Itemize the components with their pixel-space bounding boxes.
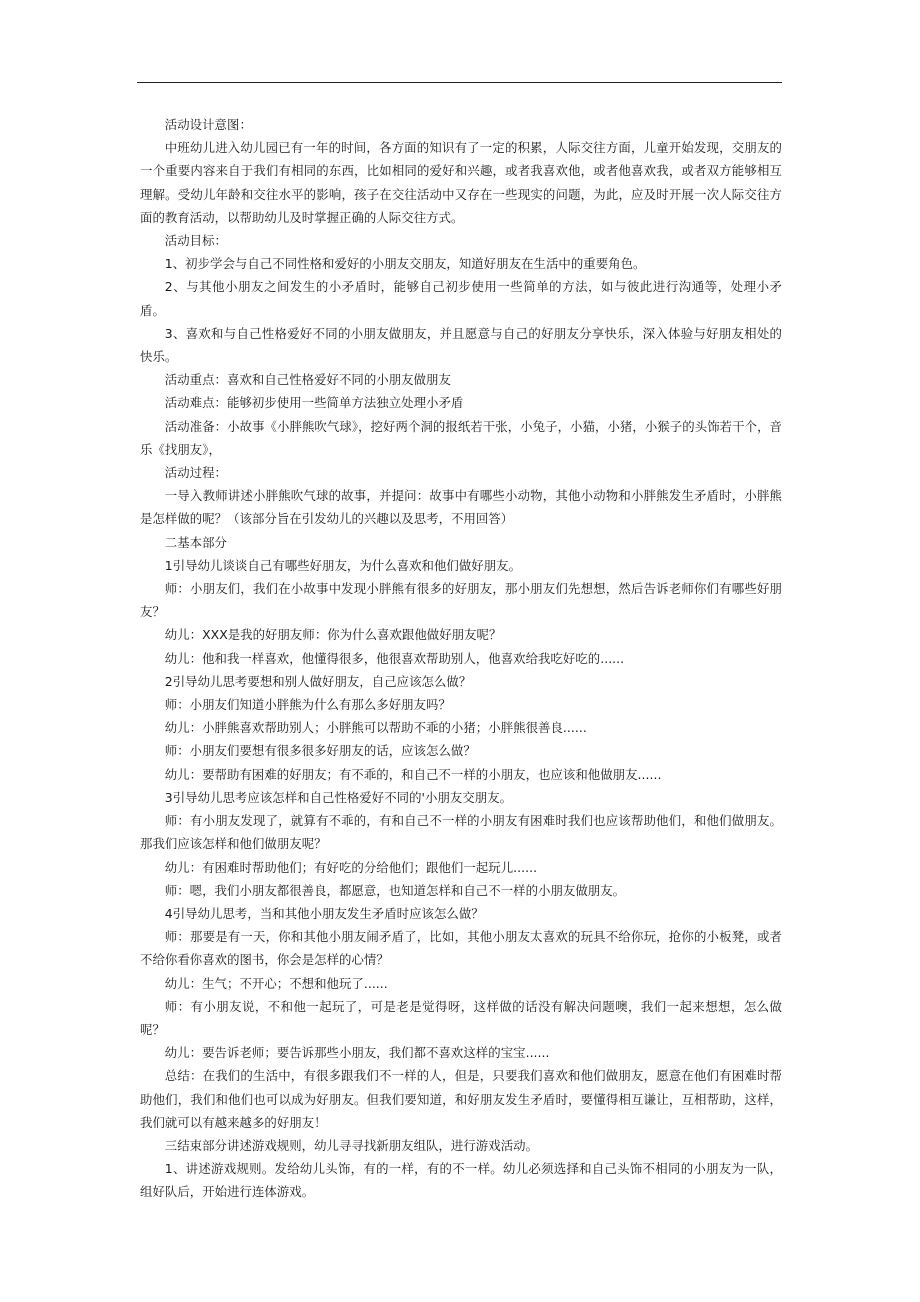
paragraph: 中班幼儿进入幼儿园已有一年的时间，各方面的知识有了一定的积累，人际交往方面，儿童开始发现，交朋友的一个重要内容来自于我们有相同的东西，比如相同的爱好和兴趣，或者我喜欢他，或者他喜欢我，或者双方能够相互理解。受幼儿年龄和交往水平的影响，孩子在交往活动中又存在一些现实的问题，为此，应及时开展一次人际交往方面的教育活动，以帮助幼儿及时掌握正确的人际交往方式。: [140, 140, 782, 225]
paragraph: 一导入教师讲述小胖熊吹气球的故事，并提问：故事中有哪些小动物，其他小动物和小胖熊发生矛盾时，小胖熊是怎样做的呢？（该部分旨在引发幼儿的兴趣以及思考，不用回答）: [140, 488, 782, 527]
paragraph: 总结：在我们的生活中，有很多跟我们不一样的人，但是，只要我们喜欢和他们做朋友，愿意在他们有困难时帮助他们，我们和他们也可以成为好朋友。但我们要知道，和好朋友发生矛盾时，要懂得相互谦让，互相帮助，这样，我们就可以有越来越多的好朋友！: [140, 1068, 782, 1130]
paragraph: 幼儿：要帮助有困难的好朋友；有不乖的，和自己不一样的小朋友，也应该和他做朋友......: [164, 766, 662, 782]
paragraph: 幼儿：小胖熊喜欢帮助别人；小胖熊可以帮助不乖的小猪；小胖熊很善良......: [164, 720, 587, 736]
paragraph: 幼儿：要告诉老师；要告诉那些小朋友，我们都不喜欢这样的宝宝......: [164, 1045, 550, 1061]
paragraph: 1、讲述游戏规则。发给幼儿头饰，有的一样，有的不一样。幼儿必须选择和自己头饰不相同的小朋友为一队，组好队后，开始进行连体游戏。: [140, 1161, 782, 1200]
paragraph: 幼儿：XXX是我的好朋友师：你为什么喜欢跟他做好朋友呢？: [164, 627, 502, 643]
paragraph: 师：嗯，我们小朋友都很善良，都愿意，也知道怎样和自己不一样的小朋友做朋友。: [164, 882, 626, 898]
paragraph: 3、喜欢和与自己性格爱好不同的小朋友做朋友，并且愿意与自己的好朋友分享快乐，深入体验与好朋友相处的快乐。: [140, 325, 782, 365]
paragraph: 活动准备：小故事《小胖熊吹气球》，挖好两个洞的报纸若干张，小兔子，小猫，小猪，小猴子的头饰若干个，音乐《找朋友》，: [140, 418, 782, 457]
paragraph: 师：有小朋友说，不和他一起玩了，可是老是觉得呀，这样做的话没有解决问题噢，我们一起来想想，怎么做呢？: [140, 998, 782, 1037]
paragraph: 2、与其他小朋友之间发生的小矛盾时，能够自己初步使用一些简单的方法，如与彼此进行沟通等，处理小矛盾。: [140, 279, 782, 318]
paragraph: 幼儿：生气；不开心；不想和他玩了......: [164, 975, 388, 991]
paragraph: 师：那要是有一天，你和其他小朋友闹矛盾了，比如，其他小朋友太喜欢的玩具不给你玩，抢你的小板凳，或者不给你看你喜欢的图书，你会是怎样的心情？: [140, 929, 782, 968]
paragraph: 师：小朋友们，我们在小故事中发现小胖熊有很多的好朋友，那小朋友们先想想，然后告诉老师你们有哪些好朋友？: [140, 581, 782, 620]
paragraph: 师：小朋友们知道小胖熊为什么有那么多好朋友吗？: [164, 697, 451, 713]
paragraph: 三结束部分讲述游戏规则，幼儿寻寻找新朋友组队，进行游戏活动。: [164, 1137, 539, 1153]
paragraph: 幼儿：他和我一样喜欢，他懂得很多，他很喜欢帮助别人，他喜欢给我吃好吃的......: [164, 650, 625, 666]
paragraph: 活动难点：能够初步使用一些简单方法独立处理小矛盾: [164, 395, 464, 411]
paragraph: 活动目标：: [164, 233, 227, 249]
paragraph: 二基本部分: [164, 534, 227, 550]
paragraph: 4引导幼儿思考，当和其他小朋友发生矛盾时应该怎么做？: [164, 905, 484, 921]
paragraph: 3引导幼儿思考应该怎样和自己性格爱好不同的'小朋友交朋友。: [164, 789, 513, 805]
paragraph: 师：小朋友们要想有很多很多好朋友的话，应该怎么做？: [164, 743, 476, 759]
paragraph: 活动设计意图：: [164, 117, 252, 132]
paragraph: 师：有小朋友发现了，就算有不乖的，有和自己不一样的小朋友有困难时我们也应该帮助他们，和他们做朋友。那我们应该怎样和他们做朋友呢？: [140, 813, 782, 852]
header-rule: [137, 82, 782, 83]
paragraph: 活动重点：喜欢和自己性格爱好不同的小朋友做朋友: [164, 372, 451, 388]
paragraph: 幼儿：有困难时帮助他们；有好吃的分给他们；跟他们一起玩儿......: [164, 859, 538, 875]
paragraph: 1、初步学会与自己不同性格和爱好的小朋友交朋友，知道好朋友在生活中的重要角色。: [164, 256, 646, 272]
paragraph: 活动过程：: [164, 465, 227, 481]
document-body: [140, 113, 782, 1204]
paragraph: 1引导幼儿谈谈自己有哪些好朋友，为什么喜欢和他们做好朋友。: [164, 557, 522, 573]
paragraph: 2引导幼儿思考要想和别人做好朋友，自己应该怎么做？: [164, 673, 472, 689]
